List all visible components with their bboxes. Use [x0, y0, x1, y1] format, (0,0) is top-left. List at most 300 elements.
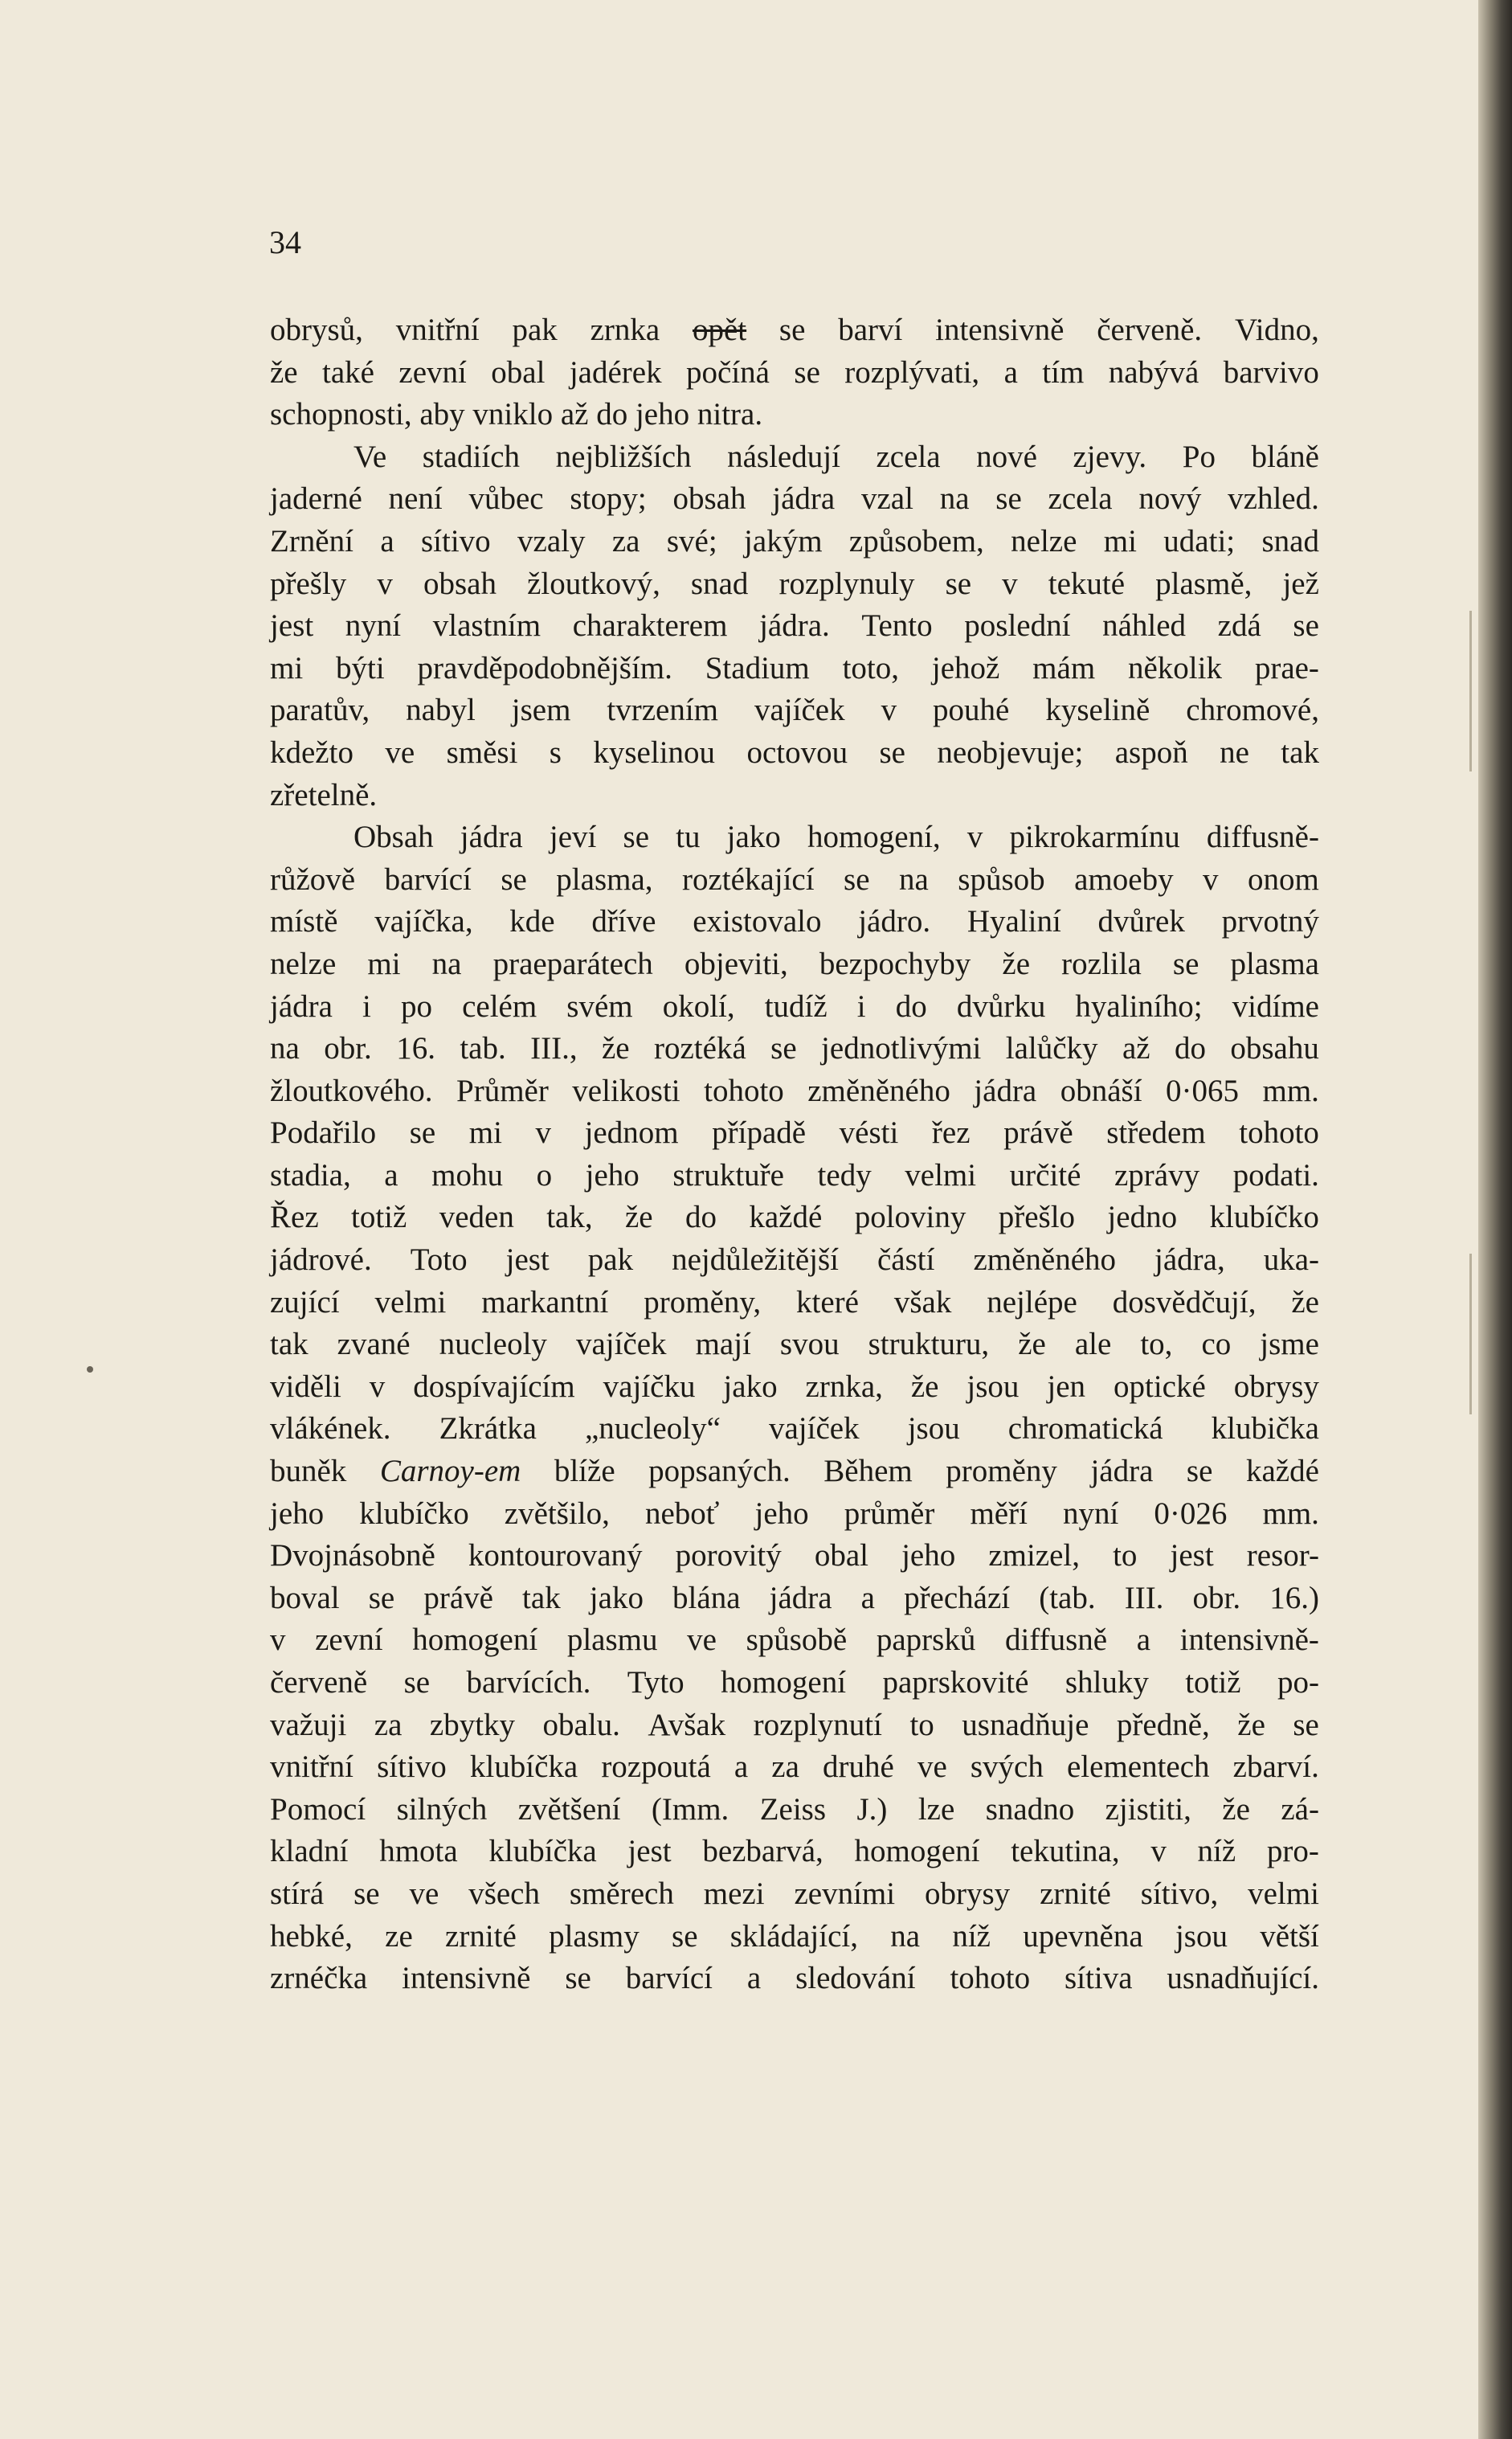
word: rozlila	[1061, 946, 1142, 981]
word: totiž	[351, 1200, 407, 1235]
word: vzaly	[517, 523, 586, 559]
word: obsahu	[1230, 1031, 1319, 1066]
word: žloutkového.	[270, 1073, 433, 1108]
word: na	[270, 1031, 300, 1066]
word: „nucleoly“	[584, 1411, 721, 1447]
word: přešlo	[998, 1200, 1076, 1235]
word: lalůčky	[1005, 1031, 1098, 1066]
word: Během	[823, 1454, 913, 1489]
word: jest	[505, 1242, 550, 1278]
word: jádrové.	[270, 1242, 372, 1278]
word: neobjevuje;	[937, 735, 1084, 770]
word: jádra	[769, 1580, 832, 1615]
word: v	[881, 693, 897, 728]
word: že	[1222, 1791, 1250, 1827]
word: do	[895, 988, 927, 1024]
word: že	[270, 354, 298, 390]
word: amoeby	[1074, 861, 1174, 897]
word: vůbec	[468, 481, 544, 517]
word: aby	[419, 397, 473, 432]
text-line	[270, 1197, 1319, 1239]
word: v	[369, 1369, 386, 1404]
word: se	[1172, 946, 1199, 981]
word: III.,	[530, 1031, 578, 1066]
word: obalu.	[542, 1707, 620, 1742]
word: se	[565, 1961, 591, 1996]
word: to,	[1140, 1327, 1173, 1362]
word: obnáší	[1060, 1073, 1142, 1108]
word: se	[945, 566, 972, 601]
word: jako	[726, 820, 781, 855]
word: plasmě,	[1155, 566, 1253, 601]
word: zrnka,	[805, 1369, 883, 1404]
word: že	[1291, 1284, 1319, 1320]
word: rozplývati,	[844, 354, 980, 390]
word: mohu	[431, 1157, 503, 1193]
word: a	[734, 1749, 749, 1785]
word: v	[966, 820, 983, 855]
word: také	[322, 354, 374, 390]
word: obrysy	[925, 1876, 1011, 1911]
word: vnitřní	[270, 1749, 353, 1785]
word: blána	[672, 1580, 741, 1615]
word: se	[672, 1918, 698, 1954]
word: tekutina,	[1011, 1834, 1120, 1869]
word: jádra	[772, 481, 836, 517]
word: zřetelně.	[270, 777, 378, 812]
word: a	[1003, 354, 1018, 390]
word: jest	[627, 1834, 672, 1869]
text-line	[270, 1366, 1319, 1409]
word: jedno	[1107, 1200, 1178, 1235]
word: se	[368, 1580, 395, 1615]
word: jen	[1047, 1369, 1086, 1404]
word: tudíž	[764, 988, 828, 1024]
word: velikosti	[572, 1073, 680, 1108]
word: po-	[1277, 1665, 1319, 1700]
word: tím	[1042, 354, 1085, 390]
word: tak	[1281, 735, 1319, 770]
word: snad	[690, 566, 749, 601]
word: nový	[1138, 481, 1202, 517]
word: kdežto	[270, 735, 353, 770]
word: jadérek	[569, 354, 662, 390]
word: jakým	[744, 523, 823, 559]
text-line	[270, 1112, 1319, 1155]
word: případě	[712, 1115, 807, 1151]
text-line	[270, 1324, 1319, 1366]
text-line	[270, 1239, 1319, 1282]
word: zvané	[337, 1327, 411, 1362]
text-line	[270, 732, 1319, 775]
word: dospívajícím	[413, 1369, 575, 1404]
word: po	[400, 988, 432, 1024]
word: bezbarvá,	[702, 1834, 823, 1869]
word: v	[1150, 1834, 1167, 1869]
word: Zrnění	[270, 523, 353, 559]
word: býti	[336, 650, 385, 685]
word: rozplynutí	[753, 1707, 882, 1742]
word: nejlépe	[987, 1284, 1077, 1320]
word: za	[374, 1707, 403, 1742]
word: diffusně	[1004, 1623, 1108, 1658]
word: 0·026	[1154, 1496, 1228, 1531]
word: upevněna	[1023, 1918, 1143, 1954]
text-line	[270, 901, 1319, 943]
word: na	[899, 861, 929, 897]
word: mm.	[1262, 1496, 1319, 1531]
word: Zeiss	[759, 1791, 827, 1827]
word: poloviny	[854, 1200, 966, 1235]
word: mají	[695, 1327, 751, 1362]
word: vidíme	[1232, 988, 1319, 1024]
word: svou	[779, 1327, 840, 1362]
word: J.)	[856, 1791, 888, 1827]
word: způsobem,	[848, 523, 984, 559]
text-line	[270, 1282, 1319, 1324]
word: červeně.	[1097, 313, 1203, 347]
word: pravděpodobnějším.	[417, 650, 672, 685]
word: a	[384, 1157, 398, 1193]
word: klubíčko	[1209, 1200, 1319, 1235]
word: jsou	[1175, 1918, 1228, 1954]
word: mi	[367, 946, 401, 981]
word: 0·065	[1166, 1073, 1240, 1108]
word: homogení	[412, 1623, 538, 1658]
word: kyselinou	[593, 735, 716, 770]
text-line	[270, 816, 1319, 859]
word: přešly	[270, 566, 347, 601]
text-line	[270, 1619, 1319, 1662]
word: silných	[396, 1791, 488, 1827]
word: že	[625, 1200, 653, 1235]
word: mm.	[1262, 1073, 1319, 1108]
word: vlákének.	[270, 1411, 391, 1447]
word: zrnka	[590, 313, 660, 347]
word: zcela	[1048, 481, 1113, 517]
word: žloutkový,	[527, 566, 660, 601]
word: na	[939, 481, 970, 517]
word: do	[596, 397, 635, 432]
word: klubíčka	[488, 1834, 597, 1869]
word: klubíčko	[359, 1496, 469, 1531]
word: právě	[1003, 1115, 1073, 1151]
word: se	[623, 820, 650, 855]
word: se	[409, 1115, 436, 1151]
word: že	[1237, 1707, 1265, 1742]
word: obal	[814, 1538, 869, 1573]
word: charakterem	[572, 608, 728, 644]
word: klubíčka	[469, 1749, 578, 1785]
text-line	[270, 690, 1319, 732]
word: stadiích	[422, 439, 521, 474]
text-line	[270, 1028, 1319, 1070]
word: aspoň	[1114, 735, 1188, 770]
word: barví	[838, 313, 903, 347]
word: vzhled.	[1228, 481, 1319, 517]
text-line	[270, 563, 1319, 606]
word: nejbližších	[555, 439, 692, 474]
word: měří	[970, 1496, 1028, 1531]
word: vajíček	[575, 1327, 667, 1362]
word: rozpoutá	[601, 1749, 711, 1785]
word: vajíček	[754, 693, 845, 728]
word: roztékající	[681, 861, 815, 897]
word: mi	[1103, 523, 1137, 559]
word: Toto	[410, 1242, 468, 1278]
word: že	[1002, 946, 1031, 981]
word: barvících.	[466, 1665, 591, 1700]
word: na	[431, 946, 462, 981]
text-line	[270, 1831, 1319, 1873]
word: proměny	[946, 1454, 1057, 1489]
word: celém	[462, 988, 537, 1024]
word: chromatická	[1007, 1411, 1163, 1447]
word: jehož	[931, 650, 1000, 685]
word: pro-	[1266, 1834, 1319, 1869]
word: přechází	[904, 1580, 1011, 1615]
word: zá-	[1281, 1791, 1319, 1827]
word: usnadňuje	[962, 1707, 1089, 1742]
word: jádra,	[1154, 1242, 1225, 1278]
word: nelze	[270, 946, 337, 981]
word: to	[909, 1707, 934, 1742]
word: se	[1293, 1707, 1319, 1742]
word: níž	[952, 1918, 991, 1954]
word: a	[1136, 1623, 1150, 1658]
word: vajíčku	[603, 1369, 696, 1404]
word: směrech	[569, 1876, 674, 1911]
word: předně,	[1116, 1707, 1210, 1742]
word: jsou	[966, 1369, 1020, 1404]
word: právě	[423, 1580, 493, 1615]
text-line	[270, 394, 1319, 436]
word: tedy	[817, 1157, 872, 1193]
word: a	[860, 1580, 875, 1615]
word: roztéká	[654, 1031, 746, 1066]
word: své;	[666, 523, 717, 559]
word: následují	[727, 439, 840, 474]
word: ze	[385, 1918, 413, 1954]
word: sledování	[795, 1961, 916, 1996]
word: toto,	[842, 650, 900, 685]
text-line	[270, 1873, 1319, 1916]
word: kde	[509, 904, 555, 939]
word: tab.	[460, 1031, 506, 1066]
word: tohoto	[1239, 1115, 1319, 1151]
body-text	[270, 309, 1319, 2000]
word: jsou	[907, 1411, 960, 1447]
word: zrnéčka	[270, 1961, 368, 1996]
word: veden	[439, 1200, 514, 1235]
page-number: 34	[269, 224, 301, 260]
word: se	[844, 861, 870, 897]
word: jako	[589, 1580, 644, 1615]
word: se	[995, 481, 1022, 517]
word: octovou	[746, 735, 848, 770]
word: važuji	[270, 1707, 347, 1742]
page-edge-mark	[1469, 1254, 1472, 1414]
word: dvůrek	[1097, 904, 1185, 939]
word: zbarví.	[1232, 1749, 1319, 1785]
word: klubička	[1211, 1411, 1319, 1447]
word: zevní	[398, 354, 467, 390]
word: boval	[270, 1580, 340, 1615]
word: jako	[723, 1369, 778, 1404]
word: svém	[566, 988, 633, 1024]
word: za	[771, 1749, 799, 1785]
word: Po	[1182, 439, 1216, 474]
word: paprsků	[876, 1623, 976, 1658]
word: zbytky	[429, 1707, 516, 1742]
word: lze	[917, 1791, 955, 1827]
word: vnitřní	[395, 313, 480, 347]
word: Tento	[861, 608, 933, 644]
word: velmi	[374, 1284, 447, 1320]
word: že	[1018, 1327, 1046, 1362]
word: obsah	[672, 481, 746, 517]
text-line	[270, 1958, 1319, 2000]
word: ve	[385, 735, 415, 770]
word: jest	[1170, 1538, 1214, 1573]
word: jednotlivými	[821, 1031, 982, 1066]
word: bezpochyby	[819, 946, 971, 981]
word: obrysy	[1233, 1369, 1319, 1404]
word: (tab.	[1039, 1580, 1096, 1615]
word: i	[362, 988, 371, 1024]
word: Carnoy-em	[379, 1454, 521, 1489]
word: Zkrátka	[439, 1411, 537, 1447]
word: barvivo	[1223, 354, 1319, 390]
word: s	[549, 735, 562, 770]
word: bláně	[1251, 439, 1319, 474]
word: objeviti,	[684, 946, 788, 981]
word: zrnité	[445, 1918, 517, 1954]
word: větší	[1260, 1918, 1319, 1954]
text-line	[270, 309, 1319, 352]
word: každé	[749, 1200, 823, 1235]
word: stopy;	[570, 481, 647, 517]
word: snad	[1261, 523, 1319, 559]
word: 16.)	[1269, 1580, 1319, 1615]
word: Dvojnásobně	[270, 1538, 435, 1573]
text-line	[270, 1535, 1319, 1578]
word: III.	[1124, 1580, 1164, 1615]
word: shluky	[1065, 1665, 1149, 1700]
word: homogení	[721, 1665, 847, 1700]
word: homogení,	[807, 820, 941, 855]
word: markantní	[481, 1284, 609, 1320]
text-line	[270, 1408, 1319, 1451]
word: sítiva	[1065, 1961, 1133, 1996]
word: zvětšení	[517, 1791, 621, 1827]
word: co	[1201, 1327, 1232, 1362]
word: to	[1113, 1538, 1138, 1573]
word: blíže	[554, 1454, 615, 1489]
text-line	[270, 648, 1319, 690]
word: pouhé	[933, 693, 1010, 728]
word: Avšak	[648, 1707, 726, 1742]
word: Hyaliní	[966, 904, 1061, 939]
word: tak,	[546, 1200, 593, 1235]
word: buněk	[270, 1454, 347, 1489]
word: Tyto	[627, 1665, 684, 1700]
word: schopnosti,	[270, 397, 420, 432]
word: Ve	[353, 439, 387, 474]
word: v	[1203, 861, 1219, 897]
word: neboť	[644, 1496, 720, 1531]
word: do	[685, 1200, 717, 1235]
word: diffusně-	[1206, 820, 1319, 855]
word: skládající,	[729, 1918, 858, 1954]
word: obr.	[324, 1031, 372, 1066]
word: se	[1293, 608, 1319, 644]
word: a	[380, 523, 394, 559]
word: se	[501, 861, 527, 897]
word: kontourovaný	[468, 1538, 643, 1573]
word: opět	[692, 313, 747, 347]
word: Řez	[270, 1200, 319, 1235]
word: plasmy	[549, 1918, 640, 1954]
word: v	[270, 1623, 286, 1658]
word: homogení	[854, 1834, 980, 1869]
word: spůsobě	[746, 1623, 848, 1658]
word: barvící	[384, 861, 472, 897]
word: obr.	[1192, 1580, 1241, 1615]
word: změněného	[807, 1073, 950, 1108]
word: podati.	[1232, 1157, 1319, 1193]
word: obal	[491, 354, 546, 390]
word: směsi	[446, 735, 518, 770]
word: intensivně	[402, 1961, 531, 1996]
word: jest	[270, 608, 314, 644]
word: několik	[1128, 650, 1222, 685]
word: ale	[1074, 1327, 1112, 1362]
margin-dot	[87, 1366, 93, 1373]
word: že	[910, 1369, 939, 1404]
word: tak	[522, 1580, 561, 1615]
text-line	[270, 1704, 1319, 1747]
word: nyní	[345, 608, 402, 644]
word: jsme	[1260, 1327, 1319, 1362]
word: okolí,	[662, 988, 735, 1024]
word: ve	[409, 1876, 439, 1911]
word: v	[377, 566, 393, 601]
text-line	[270, 1493, 1319, 1536]
binding-edge	[1478, 0, 1512, 2439]
word: se	[403, 1665, 431, 1700]
word: zprávy	[1114, 1157, 1200, 1193]
text-line	[270, 1746, 1319, 1789]
word: usnadňující.	[1167, 1961, 1319, 1996]
word: pak	[587, 1242, 634, 1278]
word: Průměr	[456, 1073, 549, 1108]
word: počíná	[686, 354, 770, 390]
word: jádra	[1090, 1454, 1154, 1489]
word: v	[535, 1115, 552, 1151]
text-line	[270, 1789, 1319, 1831]
word: jeví	[549, 820, 597, 855]
word: se	[879, 735, 905, 770]
word: svých	[970, 1749, 1044, 1785]
word: Podařilo	[270, 1115, 377, 1151]
word: jaderné	[270, 481, 362, 517]
word: sítivo	[421, 523, 491, 559]
word: zmizel,	[988, 1538, 1081, 1573]
word: porovitý	[675, 1538, 782, 1573]
text-line	[270, 943, 1319, 986]
word: zcela	[876, 439, 941, 474]
